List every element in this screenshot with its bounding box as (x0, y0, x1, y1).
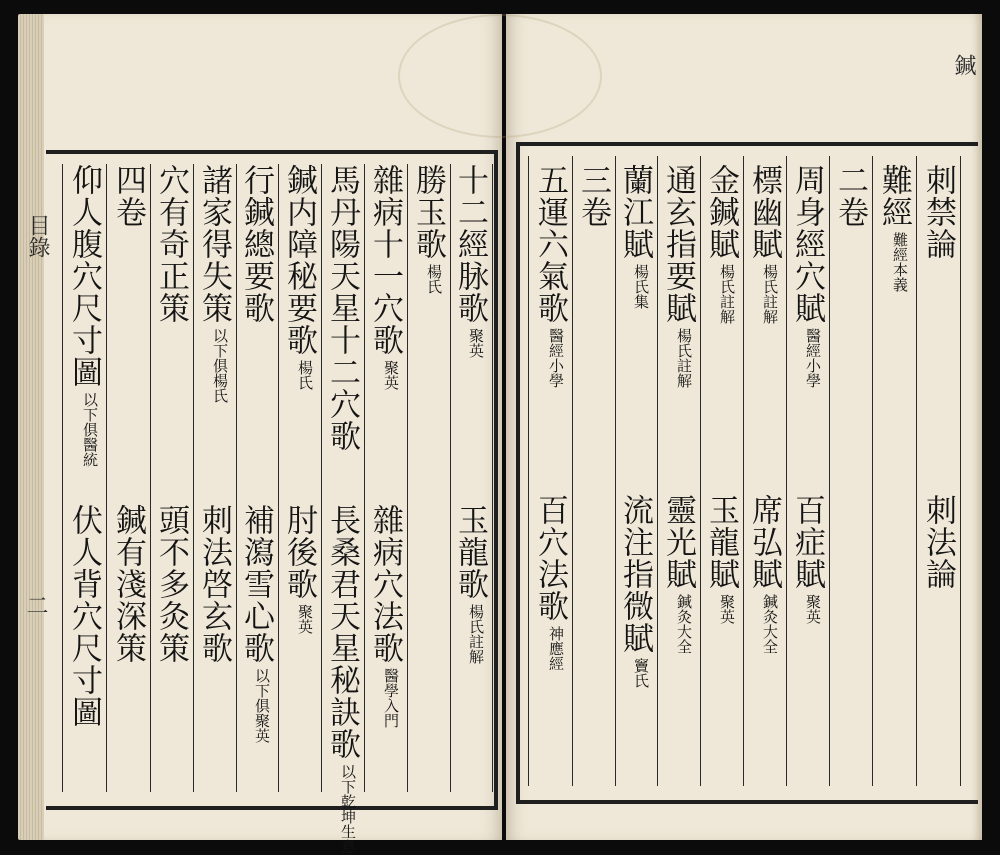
column-rule (150, 164, 151, 792)
toc-entry-top: 行鍼總要歌 (238, 164, 274, 324)
toc-entry-top: 三卷 (575, 164, 611, 228)
toc-entry-bottom-note: 聚英 (718, 594, 736, 624)
toc-entry-top-note: 楊氏集 (632, 264, 650, 309)
toc-entry-bottom: 玉龍歌 (452, 504, 488, 600)
toc-entry-bottom: 靈光賦 (660, 494, 696, 590)
toc-entry-bottom-note: 以下俱聚英 (253, 668, 271, 743)
column-rule (872, 156, 873, 786)
column-rule (407, 164, 408, 792)
toc-entry-top: 馬丹陽天星十二穴歌 (324, 164, 360, 452)
toc-entry-top-note: 楊氏註解 (761, 264, 779, 324)
toc-entry-bottom: 百症賦 (789, 494, 825, 590)
toc-entry-top: 四卷 (110, 164, 146, 228)
toc-entry-top: 雜病十一穴歌 (367, 164, 403, 356)
toc-entry-bottom: 席弘賦 (746, 494, 782, 590)
column-rule (364, 164, 365, 792)
column-rule (700, 156, 701, 786)
water-stain (398, 14, 602, 138)
left-margin-number: 二 (23, 594, 48, 616)
toc-entry-bottom-note: 神應經 (547, 626, 565, 671)
toc-entry-bottom-note: 醫學入門 (382, 668, 400, 728)
toc-entry-bottom: 肘後歌 (281, 504, 317, 600)
toc-entry-top: 刺禁論 (920, 164, 956, 260)
column-rule (62, 164, 63, 792)
toc-entry-bottom: 刺法啓玄歌 (196, 504, 232, 664)
toc-entry-bottom: 補瀉雪心歌 (238, 504, 274, 664)
toc-entry-bottom-note: 聚英 (296, 604, 314, 634)
open-book (18, 14, 982, 854)
toc-entry-top: 周身經穴賦 (789, 164, 825, 324)
toc-entry-top: 穴有奇正策 (153, 164, 189, 324)
toc-entry-top-note: 楊氏註解 (675, 328, 693, 388)
toc-entry-top: 十二經脉歌 (452, 164, 488, 324)
column-rule (916, 156, 917, 786)
toc-entry-bottom: 鍼有淺深策 (110, 504, 146, 664)
page-edges (18, 14, 48, 840)
toc-entry-top-note: 醫經小學 (804, 328, 822, 388)
toc-entry-top-note: 聚英 (382, 360, 400, 390)
column-rule (236, 164, 237, 792)
toc-entry-bottom-note: 鍼灸大全 (761, 594, 779, 654)
left-margin-label: 目錄 (25, 214, 50, 258)
toc-entry-bottom: 刺法論 (920, 494, 956, 590)
toc-entry-bottom: 雜病穴法歌 (367, 504, 403, 664)
toc-entry-top-note: 楊氏註解 (718, 264, 736, 324)
toc-entry-top: 標幽賦 (746, 164, 782, 260)
column-rule (829, 156, 830, 786)
toc-entry-bottom: 流注指微賦 (617, 494, 653, 654)
toc-entry-bottom-note: 竇氏 (632, 658, 650, 688)
toc-entry-top-note: 難經本義 (891, 232, 909, 292)
toc-entry-bottom: 長桑君天星秘訣歌 (324, 504, 360, 760)
toc-entry-top: 勝玉歌 (410, 164, 446, 260)
toc-entry-top-note: 以下俱楊氏 (211, 328, 229, 403)
toc-entry-top-note: 楊氏 (425, 264, 443, 294)
toc-entry-top-note: 醫經小學 (547, 328, 565, 388)
column-rule (960, 156, 961, 786)
column-rule (278, 164, 279, 792)
column-rule (193, 164, 194, 792)
toc-entry-top: 通玄指要賦 (660, 164, 696, 324)
column-rule (106, 164, 107, 792)
toc-entry-top: 難經 (876, 164, 912, 228)
toc-entry-top-note: 聚英 (467, 328, 485, 358)
column-rule (743, 156, 744, 786)
toc-entry-top-note: 以下俱醫統 (81, 392, 99, 467)
toc-entry-bottom: 百穴法歌 (532, 494, 568, 622)
toc-entry-top: 仰人腹穴尺寸圖 (66, 164, 102, 388)
toc-entry-top: 諸家得失策 (196, 164, 232, 324)
toc-entry-bottom-note: 聚英 (804, 594, 822, 624)
toc-entry-bottom: 頭不多灸策 (153, 504, 189, 664)
column-rule (450, 164, 451, 792)
column-rule (321, 164, 322, 792)
right-margin-label: 鍼 (951, 54, 976, 76)
column-rule (657, 156, 658, 786)
toc-entry-bottom: 伏人背穴尺寸圖 (66, 504, 102, 728)
toc-entry-bottom-note: 鍼灸大全 (675, 594, 693, 654)
toc-entry-top: 蘭江賦 (617, 164, 653, 260)
toc-entry-top: 鍼内障秘要歌 (281, 164, 317, 356)
toc-entry-bottom-note: 楊氏註解 (467, 604, 485, 664)
column-rule (572, 156, 573, 786)
column-rule (528, 156, 529, 786)
toc-entry-top-note: 楊氏 (296, 360, 314, 390)
toc-entry-bottom-note: 以下乾坤生意 (339, 764, 357, 854)
toc-entry-top: 金鍼賦 (703, 164, 739, 260)
toc-entry-bottom: 玉龍賦 (703, 494, 739, 590)
column-rule (786, 156, 787, 786)
column-rule (615, 156, 616, 786)
toc-entry-top: 二卷 (832, 164, 868, 228)
column-rule (492, 164, 493, 792)
toc-entry-top: 五運六氣歌 (532, 164, 568, 324)
